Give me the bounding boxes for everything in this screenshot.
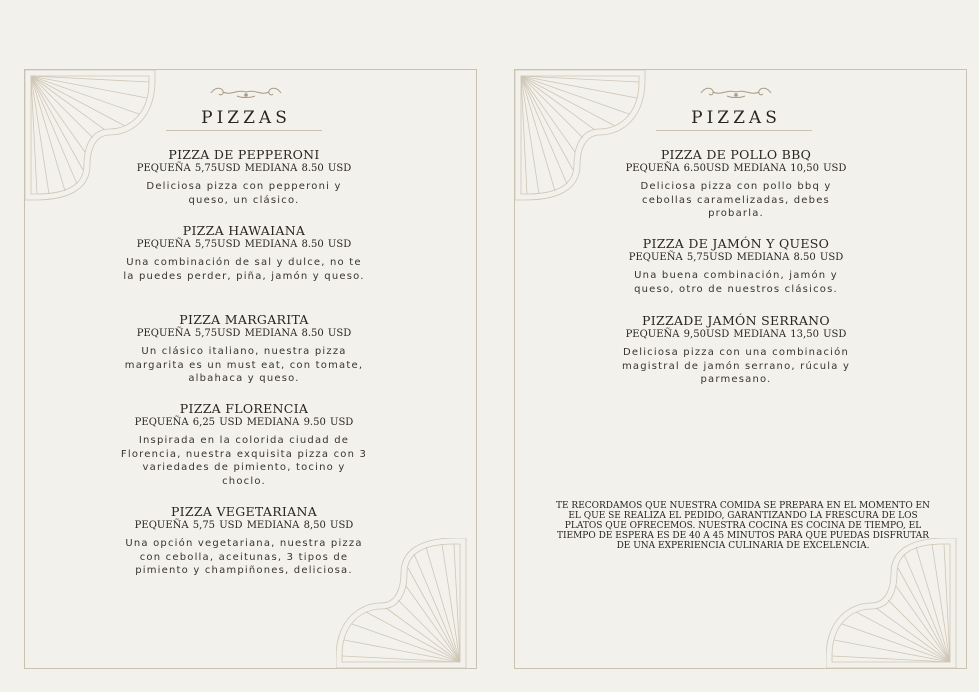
- item-price: PEQUEÑA 5,75USD MEDIANA 8.50 USD: [136, 163, 352, 174]
- flourish-ornament: [699, 84, 773, 98]
- heading-divider: [166, 130, 322, 131]
- item-description: Deliciosa pizza con una combinación magistral de jamón serrano, rúcula y parmesano.: [621, 347, 851, 386]
- item-description: Una opción vegetariana, nuestra pizza con cebolla, aceitunas, 3 tipos de pimiento y champiñones, deliciosa.: [125, 538, 363, 577]
- item-description: Una combinación de sal y dulce, no te la puedes perder, piña, jamón y queso.: [123, 257, 365, 282]
- menu-page-left: [24, 69, 477, 669]
- menu-item: [601, 147, 871, 221]
- menu-item: [109, 147, 379, 207]
- menu-item: [109, 312, 379, 386]
- fan-corner-ornament-bottom-right: [826, 538, 958, 670]
- preparation-time-notice: TE RECORDAMOS QUE NUESTRA COMIDA SE PREPARA EN EL MOMENTO EN EL QUE SE REALIZA EL PEDIDO, GARANTIZANDO LA FRESCURA DE LOS PLATOS QUE OFRECEMOS. NUESTRA COCINA ES COCINA DE TIEMPO, EL TIEMPO DE ESPERA ES DE 40 A 45 MINUTOS PARA QUE PUEDAS DISFRUTAR DE UNA EXPERIENCIA CULINARIA DE EXCELENCIA.: [555, 501, 930, 551]
- menu-item: [601, 313, 871, 387]
- flourish-ornament: [209, 84, 283, 98]
- item-name: PIZZA DE POLLO BBQ: [660, 147, 812, 162]
- item-price: PEQUEÑA 5,75USD MEDIANA 8.50 USD: [136, 239, 352, 250]
- item-name: PIZZA MARGARITA: [179, 312, 309, 327]
- page-heading: PIZZAS: [691, 108, 781, 128]
- menu-item: [109, 401, 379, 488]
- item-price: PEQUEÑA 6.50USD MEDIANA 10,50 USD: [625, 163, 847, 174]
- item-price: PEQUEÑA 9,50USD MEDIANA 13,50 USD: [625, 329, 847, 340]
- heading-divider: [656, 130, 812, 131]
- item-name: PIZZA VEGETARIANA: [170, 504, 318, 519]
- item-price: PEQUEÑA 5,75USD MEDIANA 8.50 USD: [628, 252, 844, 263]
- item-description: Deliciosa pizza con pepperoni y queso, un clásico.: [146, 181, 342, 206]
- item-name: PIZZADE JAMÓN SERRANO: [642, 313, 830, 328]
- menu-page-right: [514, 69, 967, 669]
- item-name: PIZZA DE JAMÓN Y QUESO: [642, 236, 830, 251]
- item-description: Una buena combinación, jamón y queso, otro de nuestros clásicos.: [634, 270, 838, 295]
- item-description: Un clásico italiano, nuestra pizza margarita es un must eat, con tomate, albahaca y queso.: [124, 346, 364, 385]
- page-heading: PIZZAS: [201, 108, 291, 128]
- item-price: PEQUEÑA 6,25 USD MEDIANA 9.50 USD: [134, 417, 354, 428]
- item-name: PIZZA DE PEPPERONI: [168, 147, 320, 162]
- item-name: PIZZA FLORENCIA: [179, 401, 309, 416]
- item-description: Deliciosa pizza con pollo bbq y cebollas caramelizadas, debes probarla.: [640, 181, 832, 220]
- menu-item: [601, 236, 871, 296]
- item-name: PIZZA HAWAIANA: [182, 223, 306, 238]
- menu-item: [109, 504, 379, 578]
- item-price: PEQUEÑA 5,75 USD MEDIANA 8,50 USD: [134, 520, 354, 531]
- item-description: Inspirada en la colorida ciudad de Florencia, nuestra exquisita pizza con 3 variedades de pimiento, tocino y choclo.: [120, 435, 368, 487]
- menu-item: [109, 223, 379, 283]
- item-price: PEQUEÑA 5,75USD MEDIANA 8.50 USD: [136, 328, 352, 339]
